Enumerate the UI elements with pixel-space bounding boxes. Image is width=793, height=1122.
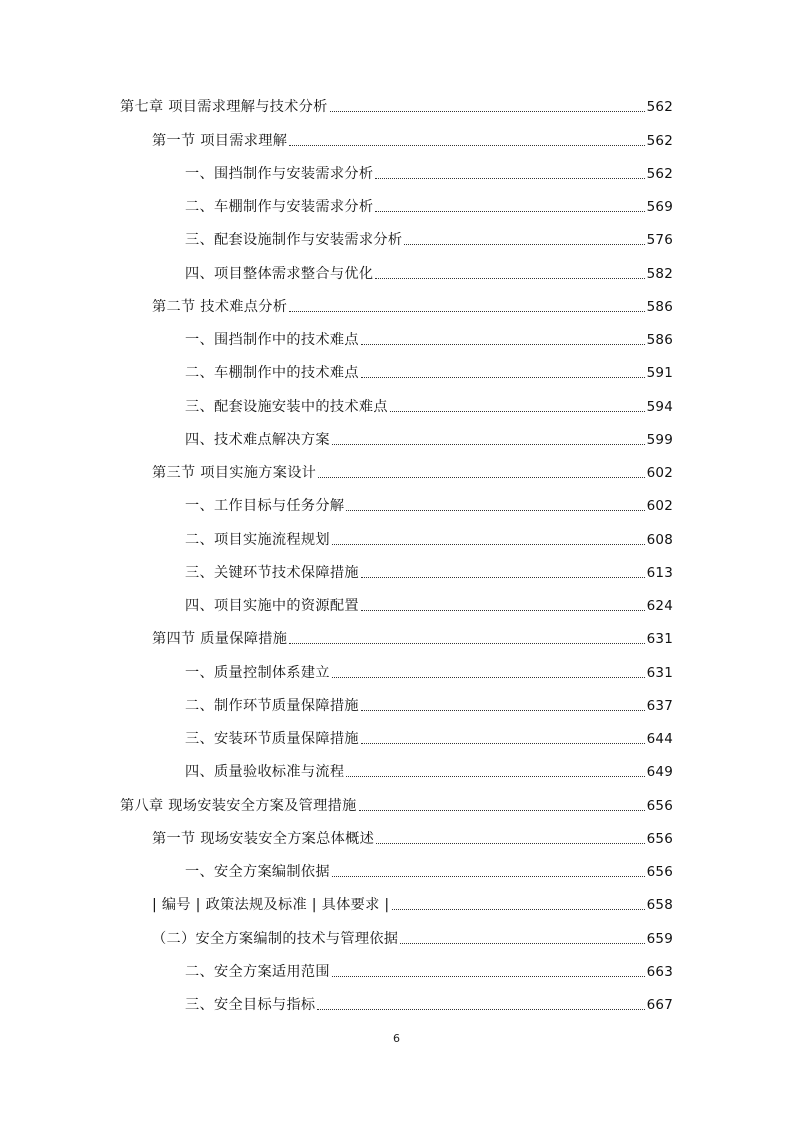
toc-dot-leader <box>361 743 645 744</box>
toc-entry-title: 第二节 技术难点分析 <box>152 298 288 315</box>
toc-dot-leader <box>376 843 645 844</box>
toc-entry-title: 一、工作目标与任务分解 <box>185 498 345 515</box>
toc-subsection-entry[interactable] <box>185 323 673 356</box>
toc-entry-page: 656 <box>646 797 673 814</box>
toc-dot-leader <box>375 178 644 179</box>
toc-dot-leader <box>332 876 645 877</box>
toc-entry-page: 644 <box>646 731 673 747</box>
toc-entry-title: 二、制作环节质量保障措施 <box>185 697 359 714</box>
toc-subsection-entry[interactable] <box>185 855 673 888</box>
toc-entry-page: 667 <box>646 997 673 1013</box>
toc-subsection-entry[interactable] <box>185 689 673 722</box>
toc-chapter-entry[interactable] <box>120 788 673 821</box>
toc-dot-leader <box>332 444 645 445</box>
toc-dot-leader <box>318 477 644 478</box>
toc-entry-title: 一、安全方案编制依据 <box>185 864 330 880</box>
toc-entry-page: 637 <box>646 697 673 714</box>
toc-entry-page: 562 <box>646 132 673 149</box>
toc-entry-title: 二、车棚制作中的技术难点 <box>185 365 359 382</box>
toc-entry-title: 三、配套设施安装中的技术难点 <box>185 398 388 415</box>
toc-entry-title: 四、项目实施中的资源配置 <box>185 598 359 614</box>
toc-chapter-entry[interactable] <box>120 90 673 123</box>
toc-entry-title: 四、项目整体需求整合与优化 <box>185 265 374 282</box>
toc-dot-leader <box>400 943 644 944</box>
toc-section-entry[interactable] <box>152 622 673 655</box>
toc-entry-page: 602 <box>646 465 673 481</box>
toc-entry-page: 591 <box>646 365 673 382</box>
toc-dot-leader <box>361 377 645 378</box>
toc-entry-title: 三、关键环节技术保障措施 <box>185 564 359 581</box>
toc-dot-leader <box>346 510 644 511</box>
toc-dot-leader <box>289 643 644 644</box>
toc-entry-title: 一、围挡制作与安装需求分析 <box>185 165 374 182</box>
toc-dot-leader <box>289 311 644 312</box>
toc-entry-page: 656 <box>646 864 673 880</box>
toc-dot-leader <box>346 776 644 777</box>
toc-entry-title: 三、安装环节质量保障措施 <box>185 731 359 747</box>
toc-entry-page: 631 <box>646 664 673 681</box>
page-number: 6 <box>393 1032 400 1045</box>
toc-entry-page: 599 <box>646 431 673 448</box>
toc-subsection-entry[interactable] <box>185 489 673 522</box>
toc-subsection-entry[interactable] <box>185 722 673 755</box>
toc-entry-title: 二、车棚制作与安装需求分析 <box>185 199 374 215</box>
toc-section-entry[interactable] <box>152 456 673 489</box>
toc-entry-title: 二、项目实施流程规划 <box>185 531 330 548</box>
toc-subsection-entry[interactable] <box>185 356 673 389</box>
toc-dot-leader <box>317 1009 644 1010</box>
toc-dot-leader <box>332 544 645 545</box>
toc-entry-page: 613 <box>646 564 673 581</box>
toc-section-entry[interactable] <box>152 290 673 323</box>
toc-dot-leader <box>332 976 645 977</box>
toc-dot-leader <box>289 145 644 146</box>
toc-entry-page: 602 <box>646 498 673 515</box>
toc-entry-title: 第四节 质量保障措施 <box>152 631 288 648</box>
toc-section-entry[interactable] <box>152 921 673 954</box>
toc-entry-title: 二、安全方案适用范围 <box>185 963 330 980</box>
toc-entry-page: 582 <box>646 265 673 282</box>
toc-subsection-entry[interactable] <box>185 589 673 622</box>
toc-entry-page: 663 <box>646 963 673 980</box>
toc-subsection-entry[interactable] <box>185 655 673 688</box>
toc-entry-page: 608 <box>646 531 673 548</box>
toc-entry-title: 第一节 项目需求理解 <box>152 132 288 149</box>
toc-entry-page: 658 <box>646 897 673 914</box>
toc-subsection-entry[interactable] <box>185 423 673 456</box>
toc-subsection-entry[interactable] <box>185 389 673 422</box>
toc-subsection-entry[interactable] <box>185 955 673 988</box>
toc-entry-title: 三、配套设施制作与安装需求分析 <box>185 232 403 249</box>
toc-entry-page: 594 <box>646 398 673 415</box>
toc-entry-title: | 编号 | 政策法规及标准 | 具体要求 | <box>152 897 390 914</box>
toc-dot-leader <box>361 710 645 711</box>
toc-entry-page: 624 <box>646 598 673 614</box>
toc-subsection-entry[interactable] <box>185 755 673 788</box>
toc-dot-leader <box>359 810 645 811</box>
toc-entry-title: 第一节 现场安装安全方案总体概述 <box>152 830 375 847</box>
toc-entry-page: 562 <box>646 165 673 182</box>
toc-dot-leader <box>390 411 645 412</box>
toc-dot-leader <box>404 244 644 245</box>
toc-subsection-entry[interactable] <box>185 223 673 256</box>
toc-entry-page: 656 <box>646 830 673 847</box>
toc-subsection-entry[interactable] <box>185 556 673 589</box>
toc-entry-title: 一、围挡制作中的技术难点 <box>185 332 359 348</box>
toc-entry-title: 第八章 现场安装安全方案及管理措施 <box>120 797 357 814</box>
toc-subsection-entry[interactable] <box>185 522 673 555</box>
toc-subsection-entry[interactable] <box>185 256 673 289</box>
toc-entry-page: 659 <box>646 930 673 947</box>
toc-subsection-entry[interactable] <box>185 190 673 223</box>
toc-dot-leader <box>375 278 644 279</box>
toc-dot-leader <box>332 677 645 678</box>
toc-entry-page: 649 <box>646 764 673 781</box>
toc-dot-leader <box>361 344 645 345</box>
toc-subsection-entry[interactable] <box>185 157 673 190</box>
toc-dot-leader <box>330 111 645 112</box>
toc-entry-title: （二）安全方案编制的技术与管理依据 <box>152 930 399 947</box>
toc-section-entry[interactable] <box>152 123 673 156</box>
toc-subsection-entry[interactable] <box>185 988 673 1021</box>
toc-dot-leader <box>361 577 645 578</box>
toc-entry-title: 第三节 项目实施方案设计 <box>152 465 317 481</box>
toc-dot-leader <box>375 211 644 212</box>
toc-entry-title: 第七章 项目需求理解与技术分析 <box>120 99 328 116</box>
toc-section-entry[interactable] <box>152 822 673 855</box>
table-of-contents <box>0 90 793 1021</box>
toc-entry-title: 一、质量控制体系建立 <box>185 664 330 681</box>
toc-entry-page: 586 <box>646 332 673 348</box>
toc-entry-title: 四、质量验收标准与流程 <box>185 764 345 781</box>
toc-entry-page: 586 <box>646 298 673 315</box>
toc-entry-title: 四、技术难点解决方案 <box>185 431 330 448</box>
toc-entry-page: 562 <box>646 99 673 116</box>
toc-dot-leader <box>392 909 645 910</box>
toc-dot-leader <box>361 610 645 611</box>
toc-entry-page: 569 <box>646 199 673 215</box>
toc-entry-page: 576 <box>646 232 673 249</box>
toc-subsection-entry[interactable] <box>152 888 673 921</box>
toc-entry-page: 631 <box>646 631 673 648</box>
toc-entry-title: 三、安全目标与指标 <box>185 997 316 1013</box>
